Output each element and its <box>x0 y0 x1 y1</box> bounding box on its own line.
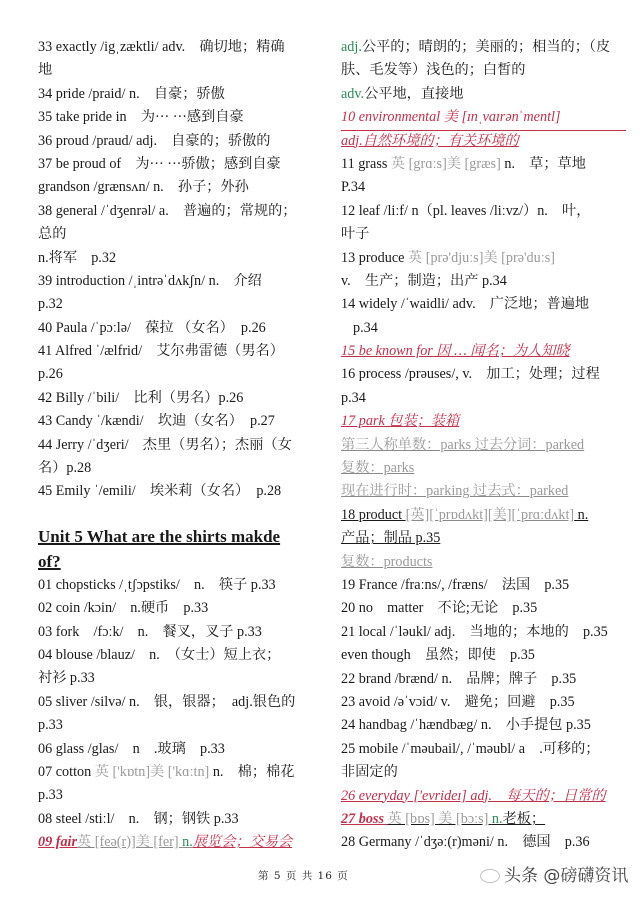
vocab-line-cotton <box>38 761 328 784</box>
vocab-line: 36 proud /praud/ adj. 自豪的；骄傲的 <box>38 132 271 149</box>
vocab-line <box>341 527 626 550</box>
vocab-line-boss <box>341 808 626 831</box>
vocab-line: 45 Emily ˈ/emili/ 埃米莉（女名） p.28 <box>38 483 282 500</box>
vocab-line: 38 general /ˈdʒenrəl/ a. 普遍的；常规的； <box>38 202 297 219</box>
vocab-line: 33 exactly /igˌzæktli/ adv. 确切地；精确 <box>38 39 285 55</box>
highlight-word: 27 boss <box>341 810 388 827</box>
word-forms: 现在进行时：parking 过去式：parked <box>341 483 569 500</box>
vocab-line: 19 France /fraːns/, /fræns/ 法国 p.35 <box>341 576 570 593</box>
word: 18 product <box>341 506 406 523</box>
vocab-line-highlight <box>341 785 626 808</box>
vocab-line: 02 coin /kɔin/ n.硬币 p.33 <box>38 600 209 617</box>
vocab-line-product <box>341 504 626 527</box>
phonetic: 英 [prə'djuːs]美 [prə'duːs] <box>407 249 555 266</box>
vocab-line: 衬衫 p.33 <box>38 670 95 687</box>
meaning: n. 棉；棉花 <box>209 763 295 780</box>
vocab-line: n.将军 p.32 <box>38 249 117 266</box>
vocab-line <box>341 36 626 59</box>
vocab-line: 叶子 <box>341 226 370 243</box>
phonetic: 英 [bɒs] 美 [bɔːs] <box>387 810 492 827</box>
vocab-line: 41 Alfred ˈ/ælfrid/ 艾尔弗雷德（男名） <box>38 343 284 360</box>
watermark <box>480 861 628 886</box>
vocab-line: 24 handbag /ˈhændbæg/ n. 小手提包 p.35 <box>341 717 591 734</box>
vocab-line: 42 Billy /ˈbili/ 比利（男名）p.26 <box>38 389 244 406</box>
vocab-line: p.33 <box>38 717 63 734</box>
vocab-line <box>341 83 626 106</box>
vocab-line: 37 be proud of 为··· ···骄傲；感到自豪 <box>38 155 281 172</box>
vocab-line: 14 widely /ˈwaidli/ adv. 广泛地；普遍地 <box>341 296 590 313</box>
word: 11 grass <box>341 155 391 172</box>
meaning: 公平的；晴朗的；美丽的；相当的；（皮 <box>361 39 611 55</box>
highlight-meaning: 展览会；交易会 <box>192 834 293 851</box>
word-forms: 第三人称单数：parks 过去分词：parked <box>341 436 585 453</box>
highlight-entry: adj.自然环境的；有关环境的 <box>341 132 519 149</box>
vocab-line: 06 glass /glas/ n .玻璃 p.33 <box>38 740 225 757</box>
unit-title-line1: Unit 5 What are the shirts makde <box>38 526 281 546</box>
part-of-speech: n. <box>182 834 193 851</box>
vocab-line: 44 Jerry /ˈdʒeri/ 杰里（男名）；杰丽（女 <box>38 436 292 453</box>
vocab-line-highlight <box>341 410 626 433</box>
vocab-line: 03 fork /fɔːk/ n. 餐叉，叉子 p.33 <box>38 623 262 640</box>
vocab-line: P.34 <box>341 179 366 196</box>
unit-title <box>38 524 328 574</box>
vocab-line: 22 brand /brænd/ n. 品牌；牌子 p.35 <box>341 670 577 687</box>
vocab-line-highlight <box>341 106 626 129</box>
part-of-speech: adv. <box>341 85 365 102</box>
vocab-line: 16 process /prəuses/, v. 加工；处理；过程 <box>341 366 600 383</box>
vocab-line: 34 pride /praid/ n. 自豪；骄傲 <box>38 85 225 102</box>
word: 13 produce <box>341 249 408 266</box>
highlight-entry: 17 park 包装；装箱 <box>341 413 460 430</box>
right-column <box>341 36 626 855</box>
vocab-line: grandson /grænsʌn/ n. 孙子；外孙 <box>38 179 249 196</box>
vocab-line: 01 chopsticks /ˌtʃɔpstiks/ n. 筷子 p.33 <box>38 576 276 593</box>
vocab-line: 地 <box>38 62 53 79</box>
highlight-word: 09 fair <box>38 834 78 851</box>
part-of-speech: n. <box>491 810 503 827</box>
vocab-line: p.34 <box>341 389 366 406</box>
phonetic: 英 [feə(r)]美 [fer] <box>77 834 183 851</box>
vocab-line-highlight <box>341 340 626 363</box>
vocab-line <box>341 59 626 82</box>
vocab-line-highlight <box>341 130 626 153</box>
meaning: 公平地，直接地 <box>364 85 464 102</box>
vocab-line: 35 take pride in 为··· ···感到自豪 <box>38 109 244 126</box>
page-number: 第 5 页 共 16 页 <box>258 870 349 882</box>
meaning: n. 草；草地 <box>500 155 586 172</box>
vocab-line: 43 Candy ˈ/kændi/ 坎迪（女名） p.27 <box>38 413 275 430</box>
vocab-line-produce <box>341 247 626 270</box>
vocab-line: 名）p.28 <box>38 460 92 477</box>
vocab-line: 39 introduction /ˌintrəˈdʌkʃn/ n. 介绍 <box>38 272 262 289</box>
vocab-line-grass <box>341 153 626 176</box>
vocab-line: p.33 <box>38 787 63 804</box>
meaning: 产品；制品 p.35 <box>341 530 441 547</box>
phonetic: [英][ˈprɒdʌkt][美][ˈprɑːdʌkt] <box>405 506 575 523</box>
highlight-entry: 26 everyday ['evrideɪ] adj. 每天的；日常的 <box>341 787 606 804</box>
phonetic: 英 ['kɒtn]美 ['kɑːtn] <box>94 763 210 780</box>
vocab-line: p.26 <box>38 366 63 383</box>
vocab-line: even though 虽然；即使 p.35 <box>341 647 535 664</box>
vocab-line: 非固定的 <box>341 764 398 781</box>
vocab-line: p.34 <box>353 319 378 336</box>
watermark-text: 头条 @磅礴资讯 <box>504 866 629 886</box>
vocab-line: 总的 <box>38 226 67 243</box>
vocab-line: 05 sliver /silvə/ n. 银，银器； adj.银色的 <box>38 693 296 710</box>
highlight-entry: 10 environmental 美 [ɪnˌvaɪrənˈmentl] <box>341 106 626 130</box>
vocab-line: 21 local /ˈləukl/ adj. 当地的；本地的 p.35 <box>341 623 608 640</box>
vocab-line-fair <box>38 831 328 854</box>
vocab-line: 20 no matter 不论;无论 p.35 <box>341 600 538 617</box>
left-column <box>38 36 328 855</box>
wechat-icon <box>480 869 500 883</box>
vocab-line: 04 blouse /blauz/ n. （女士）短上衣； <box>38 646 281 663</box>
vocab-line: p.32 <box>38 296 63 313</box>
part-of-speech: adj. <box>341 39 362 55</box>
word: 07 cotton <box>38 763 95 780</box>
highlight-entry: 15 be known for 因 … 闻名；为人知晓 <box>341 343 570 360</box>
vocab-line: 12 leaf /liːf/ n（pl. leaves /liːvz/）n. 叶， <box>341 202 591 219</box>
section-spacer <box>38 504 328 524</box>
meaning: 老板； <box>502 810 546 827</box>
phonetic: 英 [grɑːs]美 [græs] <box>390 155 501 172</box>
vocab-line: 28 Germany /ˈdʒəː(r)məni/ n. 德国 p.36 <box>341 834 590 851</box>
word-form-line <box>341 434 626 457</box>
pos: n. <box>574 506 589 523</box>
vocab-line: 23 avoid /əˈvɔid/ v. 避免；回避 p.35 <box>341 693 575 710</box>
unit-title-line2: of? <box>38 551 61 571</box>
word-forms: 复数：products <box>341 553 433 570</box>
vocab-line: 25 mobile /ˈməubail/, /ˈməubl/ a .可移的； <box>341 740 600 757</box>
vocab-line: 08 steel /stiːl/ n. 钢；钢铁 p.33 <box>38 810 239 827</box>
vocab-line: 40 Paula /ˈpɔːlə/ 葆拉 （女名） p.26 <box>38 319 266 336</box>
word-form-line <box>341 551 626 574</box>
meaning: 肤、毛发等）浅色的；白皙的 <box>341 62 526 79</box>
word-forms: 复数：parks <box>341 460 415 477</box>
word-form-line <box>341 480 626 503</box>
word-form-line <box>341 457 626 480</box>
vocab-line: v. 生产；制造；出产 p.34 <box>341 272 507 289</box>
